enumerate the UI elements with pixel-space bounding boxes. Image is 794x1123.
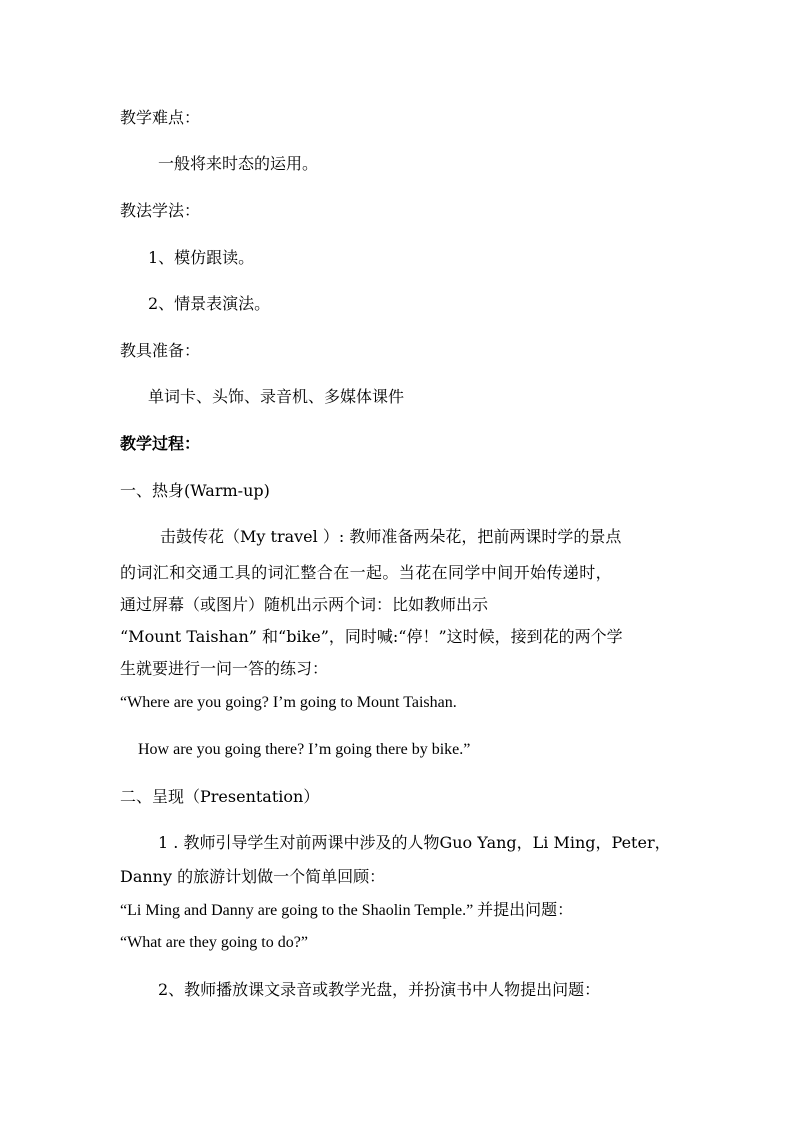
difficulty-text: 一般将来时态的运用。	[158, 154, 319, 173]
presentation-heading: 二、呈现（Presentation）	[120, 787, 320, 806]
warmup-dialog-line: How are you going there? I’m going there by bike.”	[138, 741, 471, 758]
warmup-paragraph-line: 生就要进行一问一答的练习：	[120, 659, 329, 678]
warmup-paragraph-line: 通过屏幕（或图片）随机出示两个词：比如教师出示	[120, 595, 489, 614]
warmup-paragraph-line: “Mount Taishan” 和“bike”，同时喊:“停！”这时候，接到花的两个学	[120, 627, 623, 646]
warmup-paragraph-line: 的词汇和交通工具的词汇整合在一起。当花在同学中间开始传递时，	[120, 563, 613, 582]
process-heading: 教学过程：	[120, 434, 201, 453]
tools-text: 单词卡、头饰、录音机、多媒体课件	[148, 387, 405, 406]
presentation-item-2-line: 2、教师播放课文录音或教学光盘，并扮演书中人物提出问题：	[158, 980, 601, 999]
tools-heading: 教具准备：	[120, 341, 201, 360]
warmup-paragraph-line: 击鼓传花（My travel ）: 教师准备两朵花，把前两课时学的景点	[160, 527, 622, 546]
method-item-2: 2、情景表演法。	[148, 294, 271, 313]
difficulty-heading: 教学难点：	[120, 108, 201, 127]
presentation-quote: “Li Ming and Danny are going to the Shaolin Temple.” 并提出问题：	[120, 902, 574, 919]
methods-heading: 教法学法：	[120, 201, 201, 220]
presentation-item-1-line: 1 . 教师引导学生对前两课中涉及的人物Guo Yang，Li Ming，Peter，	[158, 833, 671, 852]
presentation-quote: “What are they going to do?”	[120, 934, 308, 951]
presentation-item-1-line: Danny 的旅游计划做一个简单回顾：	[120, 867, 386, 886]
warmup-dialog-line: “Where are you going? I’m going to Mount Taishan.	[120, 694, 457, 711]
method-item-1: 1、模仿跟读。	[148, 248, 255, 267]
warmup-heading: 一、热身(Warm-up)	[120, 481, 270, 500]
